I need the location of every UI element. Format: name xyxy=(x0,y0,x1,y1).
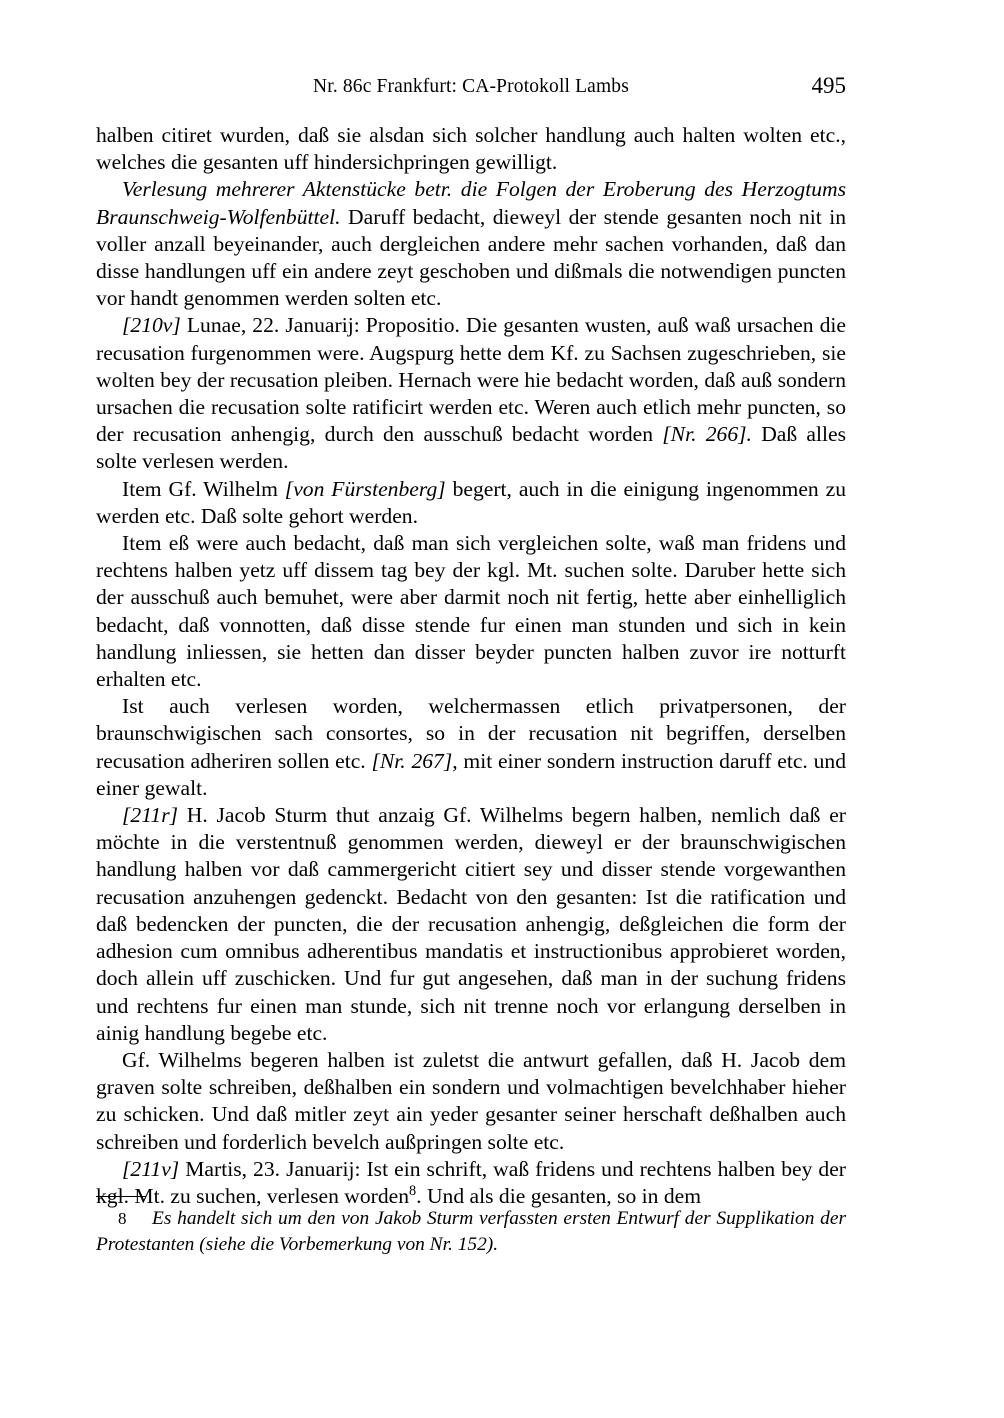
text-run: begert, auch in die einigung ingenommen zu werden etc. Daß solte gehort werden. xyxy=(96,476,846,528)
text-run: Daruff bedacht, dieweyl der stende gesanten noch nit in voller anzall beyeinander, auch dergleichen andere mehr sachen vorhanden, daß dan disse handlungen uff ein andere zeyt geschoben und dißmals die notwendigen puncten vor handt genommen werden solten etc. xyxy=(96,204,846,311)
text-run: Gf. Wilhelms begeren halben ist zuletst die antwurt gefallen, daß H. Jacob dem graven solte schreiben, deßhalben ein sondern und volmachtigen bevelchhaber hieher zu schicken. Und daß mitler zeyt ain yeder gesanter seiner herschaft deßhalben auch schreiben und forderlich bevelch außpringen solte etc. xyxy=(96,1047,846,1154)
italic-run: [211v] xyxy=(122,1156,180,1181)
body-paragraph xyxy=(96,802,846,1047)
italic-run: Verlesung mehrerer Aktenstücke betr. die Folgen der Eroberung des Herzogtums Braunschweig-Wolfenbüttel. xyxy=(96,177,846,229)
italic-run: [Nr. 266]. xyxy=(662,422,752,447)
italic-run: [von Fürstenberg] xyxy=(284,476,446,501)
body-paragraph xyxy=(96,476,846,530)
text-run: Item Gf. Wilhelm xyxy=(122,476,285,501)
italic-run: [211r] xyxy=(122,803,178,828)
text-run: Daß alles solte verlesen werden. xyxy=(96,422,847,474)
running-head xyxy=(96,73,846,122)
italic-run: [Nr. 267] xyxy=(371,748,453,773)
body-paragraph xyxy=(96,176,846,312)
footnote-rule xyxy=(96,1196,146,1197)
text-run: Ist auch verlesen worden, welchermassen etlich privatpersonen, der braunschwigischen sach consortes, so in der recusation nit begriffen, derselben recusation adheriren sollen etc. xyxy=(96,694,846,773)
text-run: , mit einer sondern instruction daruff etc. und einer gewalt. xyxy=(96,748,846,800)
body-paragraph xyxy=(96,1047,846,1156)
body-paragraph xyxy=(96,122,846,176)
text-run: halben citiret wurden, daß sie alsdan sich solcher handlung auch halten wolten etc., welches die gesanten uff hindersichpringen gewilligt. xyxy=(96,123,846,175)
footnote-item xyxy=(96,1206,846,1258)
footnote-reference[interactable]: 8 xyxy=(409,1182,417,1199)
text-run: Martis, 23. Januarij: Ist ein schrift, waß fridens und rechtens halben bey der kgl. Mt. zu suchen, verlesen worden xyxy=(96,1156,846,1208)
text-run: . Und als die gesanten, so in dem xyxy=(416,1183,702,1208)
body-paragraph xyxy=(96,312,846,475)
running-head-title: Nr. 86c Frankfurt: CA-Protokoll Lambs xyxy=(313,76,629,97)
footnote-area xyxy=(96,1196,846,1258)
text-run: H. Jacob Sturm thut anzaig Gf. Wilhelms begern halben, nemlich daß er möchte in die verstentnuß genommen werden, dieweyl er der braunschwigischen handlung halben vor daß cammergericht citiert sey und disser stende vorgewanthen recusation anzuhengen gedenckt. Bedacht von den gesanten: Ist die ratification und daß bedencken der puncten, die der recusation anhengig, deßgleichen die form der adhesion cum omnibus adherentibus mandatis et instructionibus approbieret worden, doch allein uff zuschicken. Und fur gut angesehen, daß man in der suchung fridens und rechtens fur einen man stunde, sich nit trenne noch vor erlangung derselben in ainig handlung begebe etc. xyxy=(96,803,846,1045)
body-paragraph xyxy=(96,693,846,802)
footnote-marker: 8 xyxy=(118,1209,127,1228)
footnote-text: Es handelt sich um den von Jakob Sturm verfassten ersten Entwurf der Supplikation der Protestanten (siehe die Vorbemerkung von Nr. 152). xyxy=(96,1208,846,1255)
text-run: Item eß were auch bedacht, daß man sich vergleichen solte, waß man fridens und rechtens halben yetz uff dissem tag bey der kgl. Mt. suchen solte. Daruber hette sich der ausschuß auch bemuhet, were aber darmit noch nit fertig, hette aber einhelliglich bedacht, daß vonnotten, daß disse stende fur einen man stunden und sich in kein handlung inliessen, sie hetten dan disser beyder puncten halben zuvor ire notturft erhalten etc. xyxy=(96,531,846,692)
page-content xyxy=(96,0,846,1210)
body-paragraph xyxy=(96,530,846,693)
page-number: 495 xyxy=(811,73,846,98)
body-text xyxy=(96,122,846,1210)
italic-run: [210v] xyxy=(122,313,181,338)
text-run: Lunae, 22. Januarij: Propositio. Die gesanten wusten, auß waß ursachen die recusation furgenommen were. Augspurg hette dem Kf. zu Sachsen zugeschrieben, sie wolten bey der recusation pleiben. Hernach were hie bedacht worden, daß auß sondern ursachen die recusation solte ratificirt werden etc. Weren auch etlich mehr puncten, so der recusation anhengig, durch den ausschuß bedacht worden xyxy=(96,313,846,447)
